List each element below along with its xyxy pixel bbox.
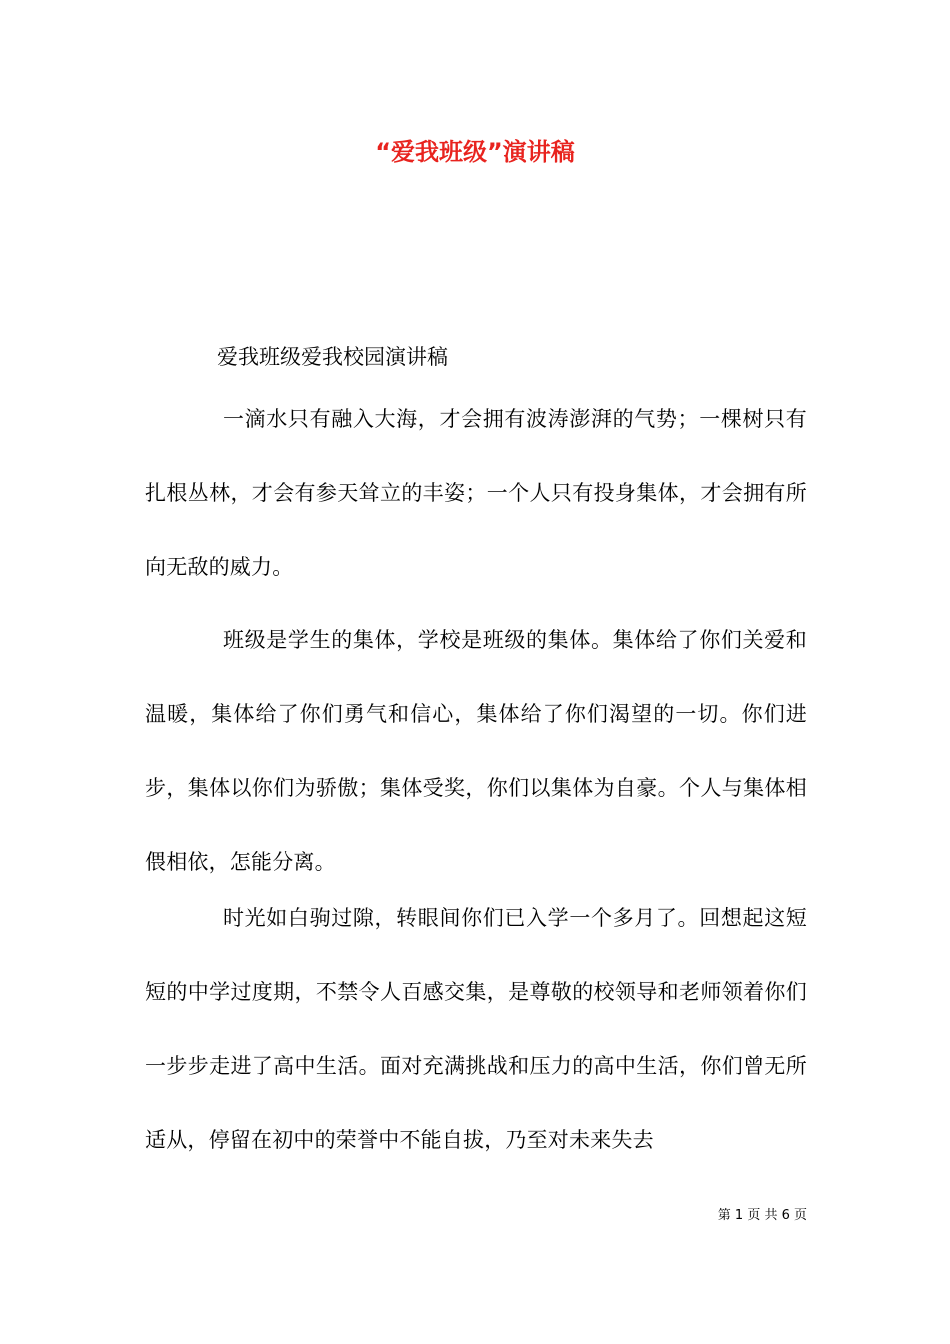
speech-subtitle: 爱我班级爱我校园演讲稿 (217, 345, 448, 369)
title-rest-part: 演讲稿 (502, 138, 575, 166)
title-quoted-part: “爱我班级” (375, 138, 503, 166)
page-title (0, 134, 950, 170)
page-footer: 第 1 页 共 6 页 (717, 1208, 807, 1223)
paragraph-3: 时光如白驹过隙，转眼间你们已入学一个多月了。回想起这短短的中学过度期，不禁令人百感交集，是尊敬的校领导和老师领着你们一步步走进了高中生活。面对充满挑战和压力的高中生活，你们曾无所适从，停留在初中的荣誉中不能自拔，乃至对未来失去 (145, 906, 807, 1152)
paragraph-2: 班级是学生的集体，学校是班级的集体。集体给了你们关爱和温暖，集体给了你们勇气和信心，集体给了你们渴望的一切。你们进步，集体以你们为骄傲；集体受奖，你们以集体为自豪。个人与集体相偎相依，怎能分离。 (145, 628, 807, 874)
paragraph-1: 一滴水只有融入大海，才会拥有波涛澎湃的气势；一棵树只有扎根丛林，才会有参天耸立的丰姿；一个人只有投身集体，才会拥有所向无敌的威力。 (145, 407, 807, 579)
